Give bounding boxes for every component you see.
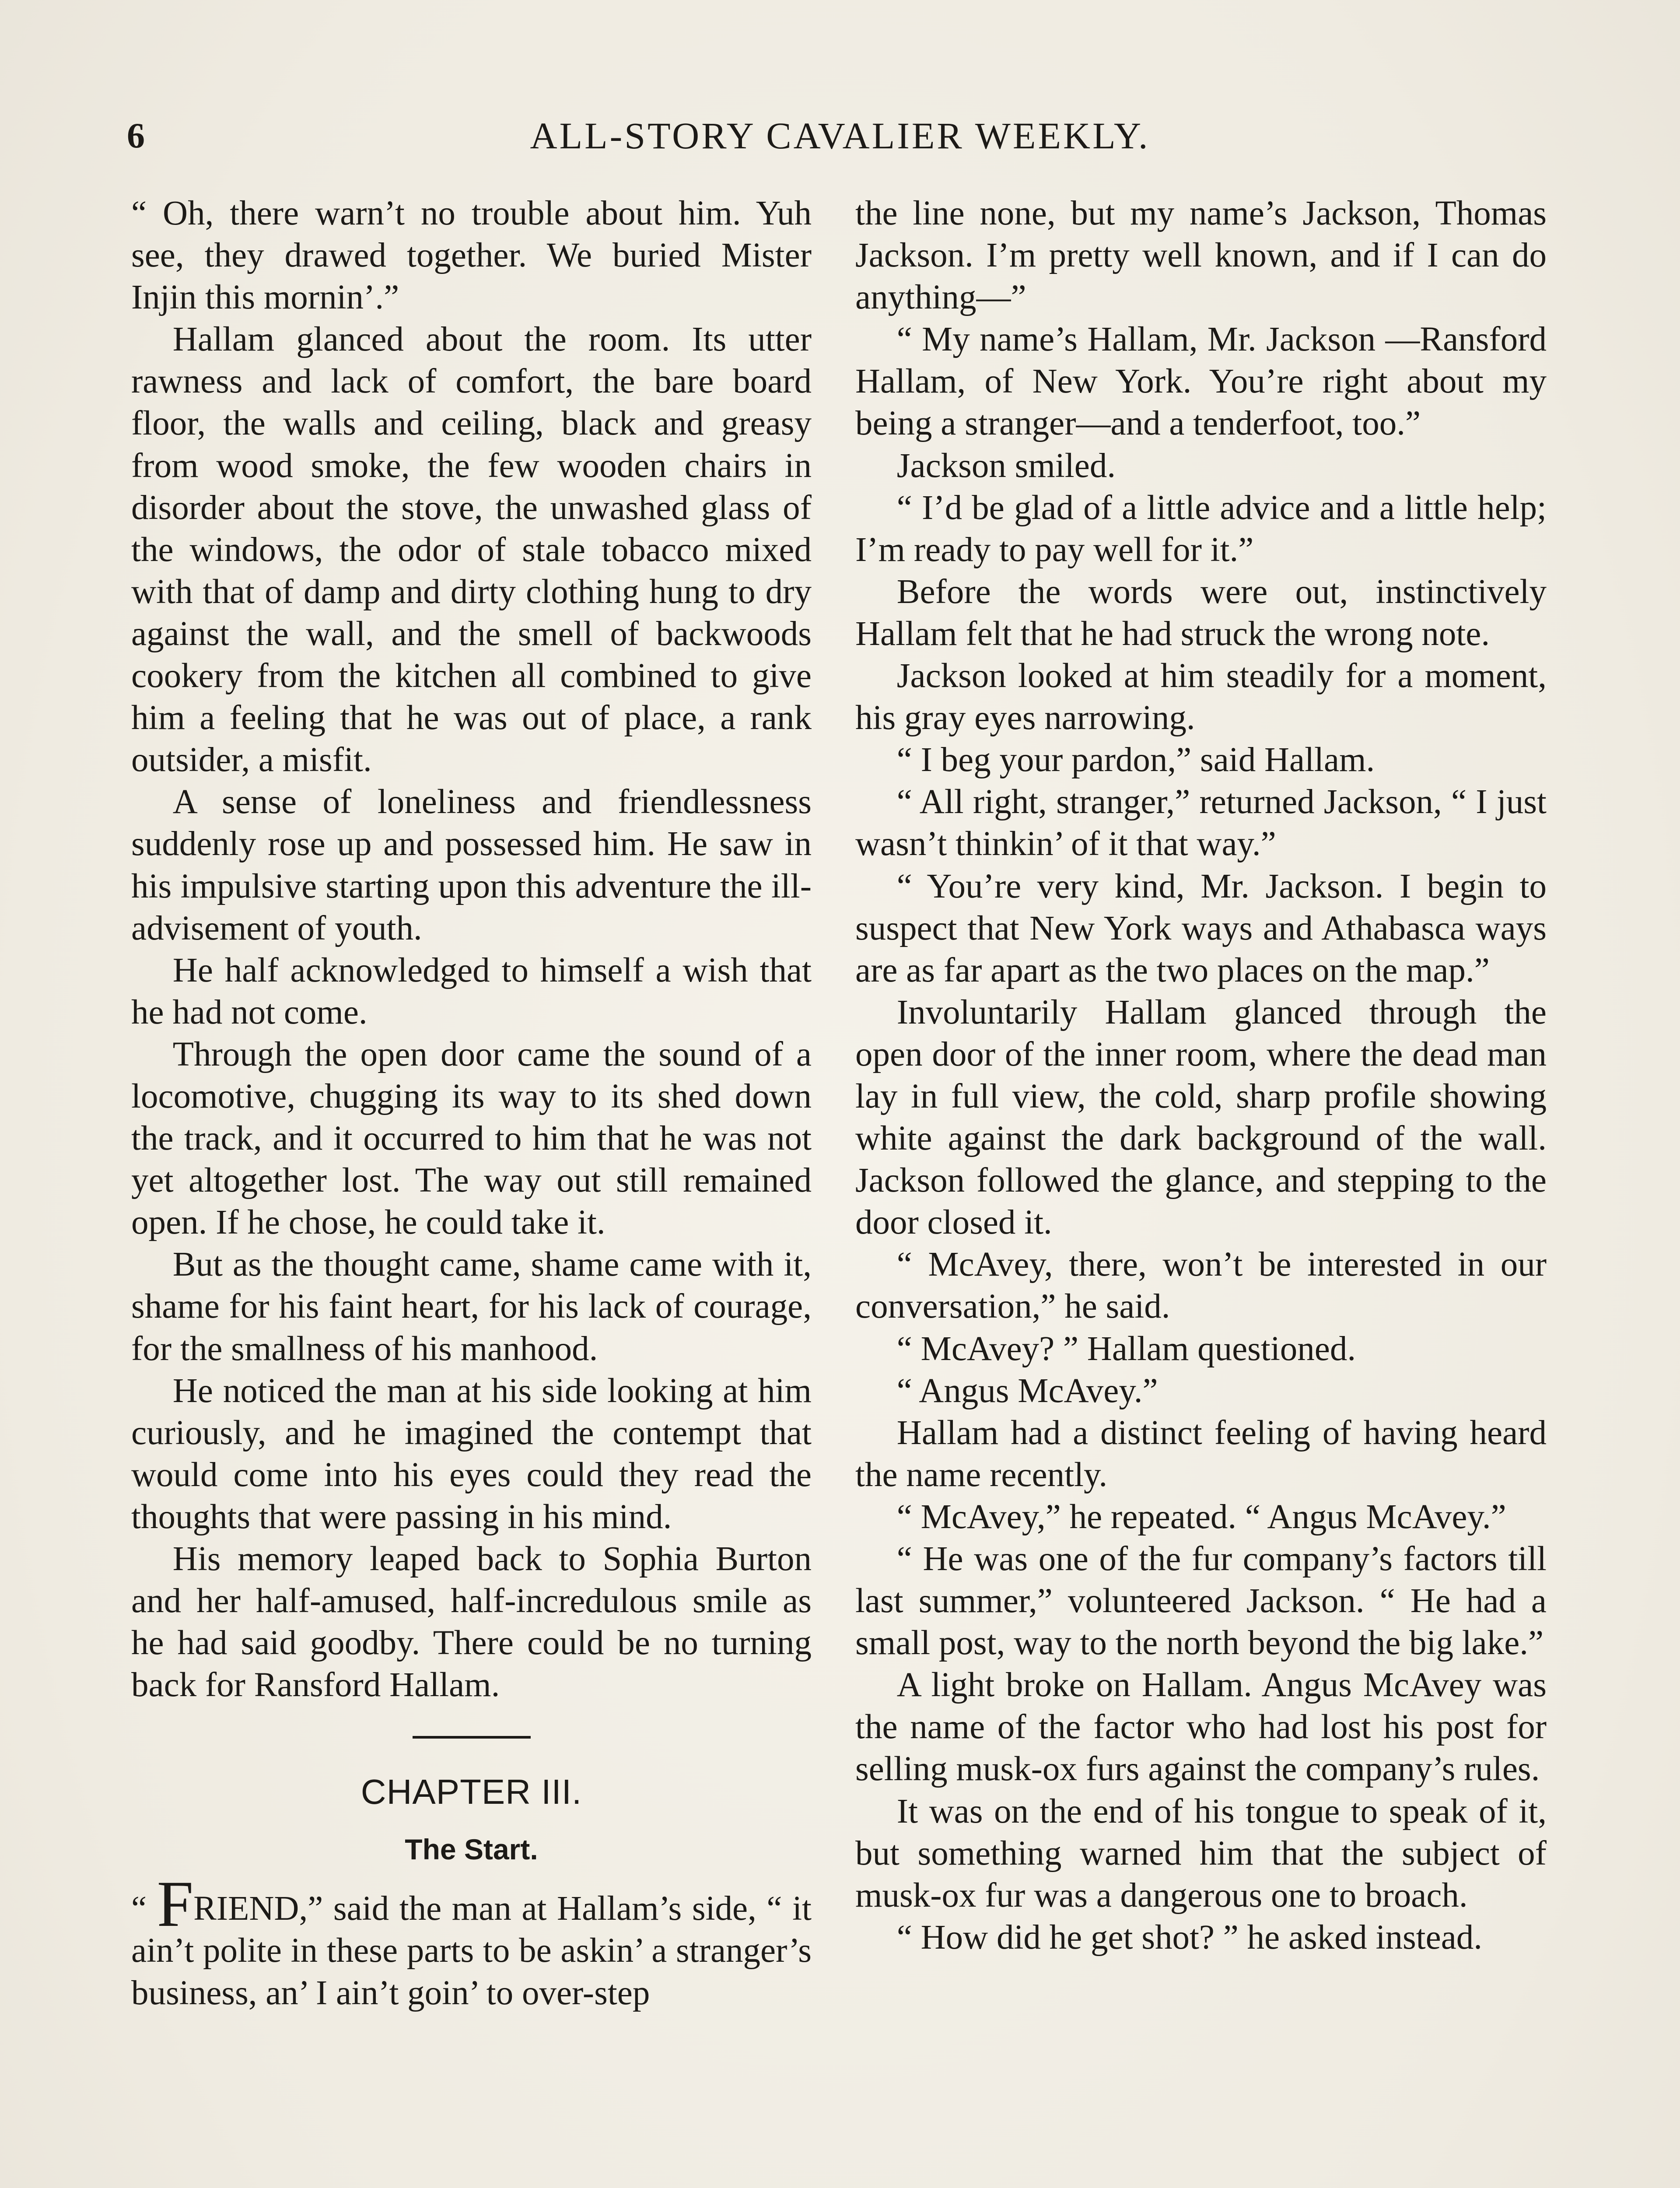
paragraph: “ McAvey? ” Hallam questioned. [896,1329,1356,1368]
paragraph: A light broke on Hallam. Angus McAvey was the name of the factor who had lost his post for selling musk-ox furs against the company’s rules. [855,1666,1547,1788]
paragraph: “ You’re very kind, Mr. Jackson. I begin to suspect that New York ways and Athabasca ways are as far apart as the two places on the map.” [855,867,1547,989]
chapter-subtitle: The Start. [405,1833,538,1866]
paragraph: “ He was one of the fur company’s factors till last summer,” volunteered Jackson. “ He had a small post, way to the north beyond the big lake.” [855,1540,1547,1662]
paragraph: “ All right, stranger,” returned Jackson, “ I just wasn’t thinkin’ of it that way.” [855,783,1547,863]
paragraph: “ I’d be glad of a little advice and a little help; I’m ready to pay well for it.” [855,488,1547,569]
paragraph: “ McAvey, there, won’t be interested in our conversation,” he said. [855,1245,1547,1326]
paragraph: It was on the end of his tongue to speak of it, but something warned him that the subject of musk-ox fur was a dangerous one to broach. [855,1792,1547,1914]
paragraph: But as the thought came, shame came with it, shame for his faint heart, for his lack of courage, for the smallness of his manhood. [131,1245,812,1368]
paragraph: Through the open door came the sound of a locomotive, chugging its way to its shed down the track, and it occurred to him that he was not yet altogether lost. The way out still remained open. If he chose, he could take it. [131,1035,812,1242]
paragraph: “ McAvey,” he repeated. “ Angus McAvey.” [896,1497,1506,1536]
page-header [127,105,1553,166]
paragraph: He half acknowledged to himself a wish that he had not come. [131,951,812,1031]
paragraph: the line none, but my name’s Jackson, Thomas Jackson. I’m pretty well known, and if I can do anything—” [855,194,1547,317]
page-number: 6 [127,116,145,155]
paragraph: Jackson smiled. [896,446,1116,485]
chapter-opening-paragraph [131,1868,812,2014]
paragraph: “ How did he get shot? ” he asked instead. [896,1918,1483,1957]
chapter-title: CHAPTER III. [360,1772,582,1812]
paragraph: A sense of loneliness and friendlessness suddenly rose up and possessed him. He saw in his impulsive starting upon this adventure the ill-advisement of youth. [131,783,812,947]
opening-quote: “ [131,1890,157,1928]
running-head: ALL-STORY CAVALIER WEEKLY. [530,115,1150,157]
paragraph: “ Oh, there warn’t no trouble about him. Yuh see, they drawed together. We buried Mister Injin this mornin’.” [131,194,812,317]
paragraph: Involuntarily Hallam glanced through the open door of the inner room, where the dead man lay in full view, the cold, sharp profile showing white against the dark background of the wall. Jackson followed the glance, and stepping to the door closed it. [855,993,1547,1242]
section-divider [413,1736,531,1739]
paragraph: “ My name’s Hallam, Mr. Jackson —Ransford Hallam, of New York. You’re right about my being a stranger—and a tenderfoot, too.” [855,320,1547,443]
paragraph: “ I beg your pardon,” said Hallam. [896,741,1375,779]
right-column [855,193,1547,1959]
paragraph: He noticed the man at his side looking at him curiously, and he imagined the contempt that would come into his eyes could they read the thoughts that were passing in his mind. [131,1371,812,1536]
paragraph: Hallam had a distinct feeling of having heard the name recently. [855,1413,1547,1494]
paragraph: Hallam glanced about the room. Its utter rawness and lack of comfort, the bare board floor, the walls and ceiling, black and greasy from wood smoke, the few wooden chairs in disorder about the stove, the unwashed glass of the windows, the odor of stale tobacco mixed with that of damp and dirty clothing hung to dry against the wall, and the smell of backwoods cookery from the kitchen all combined to give him a feeling that he was out of place, a rank outsider, a misfit. [131,320,812,779]
opening-text: RIEND,” said the man at Hallam’s side, “ it ain’t polite in these parts to be askin’ a stranger’s business, an’ I ain’t goin’ to over-step [131,1890,812,2012]
paragraph: Jackson looked at him steadily for a moment, his gray eyes narrowing. [855,657,1547,737]
left-column [131,193,812,2014]
paragraph: Before the words were out, instinctively Hallam felt that he had struck the wrong note. [855,572,1547,653]
paragraph: His memory leaped back to Sophia Burton and her half-amused, half-incredulous smile as he had said goodby. There could be no turning back for Ransford Hallam. [131,1540,812,1704]
drop-cap: F [157,1868,194,1941]
paragraph: “ Angus McAvey.” [896,1371,1158,1410]
